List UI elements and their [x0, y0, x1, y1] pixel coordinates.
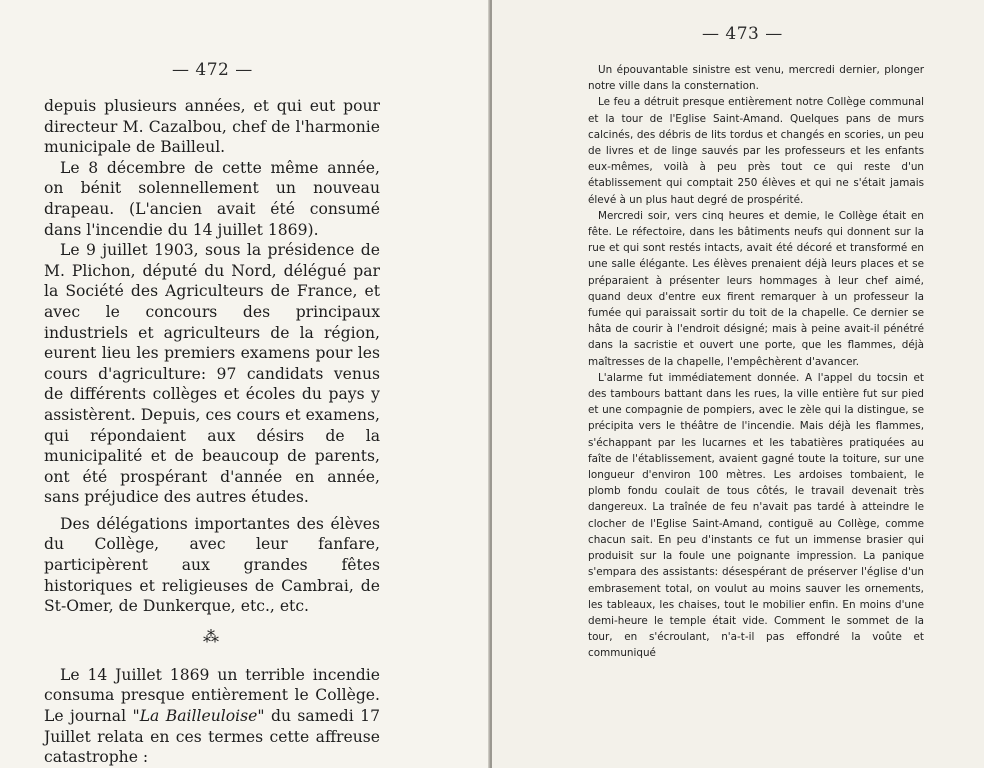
left-page — [0, 0, 490, 768]
paragraph: L'alarme fut immédiatement donnée. A l'appel du tocsin et des tambours battant dans les rues, la ville entière fut sur pied et une compagnie de pompiers, avec le zèle qui la distingue, se précipita vers le théâtre de l'incendie. Mais déjà les flammes, s'échappant par les lucarnes et les tabatières pratiquées au faîte de l'établissement, avaient gagné toute la toiture, sur une longueur d'environ 100 mètres. Les ardoises tombaient, le plomb fondu coulait de tous côtés, le travail devenait très dangereux. La traînée de feu n'avait pas tardé à atteindre le clocher de l'Eglise Saint-Amand, contiguë au Collège, comme chacun sait. En peu d'instants ce fut un immense brasier qui produisit sur la foule une poignante impression. La panique s'empara des assistants: désespérant de préserver l'église d'un embrasement total, on voulut au moins sauver les ornements, les tableaux, les chaises, tout le mobilier enfin. En moins d'une demi-heure le temple était vide. Comment le sommet de la tour, en s'écroulant, n'a-t-il pas effondré la voûte et communiqué — [588, 371, 924, 660]
paragraph: Des délégations importantes des élèves du Collège, avec leur fanfare, participèrent aux grandes fêtes historiques et religieuses de Cambrai, de St-Omer, de Dunkerque, etc., etc. — [44, 514, 380, 616]
left-text-column — [44, 96, 380, 768]
paragraph: Un épouvantable sinistre est venu, mercredi dernier, plonger notre ville dans la consternation. — [588, 64, 924, 93]
section-separator: ⁂ — [203, 626, 221, 646]
final-text-before: Le 14 Juillet 1869 un terrible incendie consuma presque entièrement le Collège. Le journal " — [44, 665, 380, 726]
page-number-right: — 473 — — [702, 24, 783, 44]
paragraph: depuis plusieurs années, et qui eut pour directeur M. Cazalbou, chef de l'harmonie municipale de Bailleul. — [44, 97, 380, 157]
paragraph: Le 8 décembre de cette même année, on bénit solennellement un nouveau drapeau. (L'ancien avait été consumé dans l'incendie du 14 juillet 1869). — [44, 158, 380, 239]
final-text-after: " du samedi 17 Juillet relata en ces termes cette affreuse catastrophe : — [44, 707, 380, 767]
paragraph: Mercredi soir, vers cinq heures et demie, le Collège était en fête. Le réfectoire, dans les bâtiments neufs qui donnent sur la rue et qui sont restés intacts, avait été décoré et transformé en une salle élégante. Les élèves prenaient déjà leurs places et se préparaient à présenter leurs hommages à leur chef aimé, quand deux d'entre eux firent remarquer à un professeur la fumée qui paraissait sortir du toit de la chapelle. Ce dernier se hâta de courir à l'endroit désigné; mais à peine avait-il pénétré dans la sacristie et ouvert une porte, que les flammes, déjà maîtresses de la chapelle, l'empêchèrent d'avancer. — [588, 209, 924, 368]
paragraph — [44, 665, 380, 768]
newspaper-title: La Bailleuloise — [139, 707, 258, 726]
page-number-left: — 472 — — [172, 60, 253, 80]
paragraph: Le 9 juillet 1903, sous la présidence de M. Plichon, député du Nord, délégué par la Société des Agriculteurs de France, et avec le concours des principaux industriels et agriculteurs de la région, eurent lieu les premiers examens pour les cours d'agriculture: 97 candidats venus de différents collèges et écoles du pays y assistèrent. Depuis, ces cours et examens, qui répondaient aux désirs de la municipalité et de beaucoup de parents, ont été prospérant d'année en année, sans préjudice des autres études. — [44, 241, 380, 507]
right-text-column — [588, 62, 924, 662]
right-page — [492, 0, 984, 768]
paragraph: Le feu a détruit presque entièrement notre Collège communal et la tour de l'Eglise Saint-Amand. Quelques pans de murs calcinés, des débris de lits tordus et changés en scories, un peu de livres et de linge sauvés par les professeurs et les enfants eux-mêmes, voilà à peu près tout ce qui reste d'un établissement qui comptait 250 élèves et qui ne s'était jamais élevé à un plus haut degré de prospérité. — [588, 96, 924, 206]
